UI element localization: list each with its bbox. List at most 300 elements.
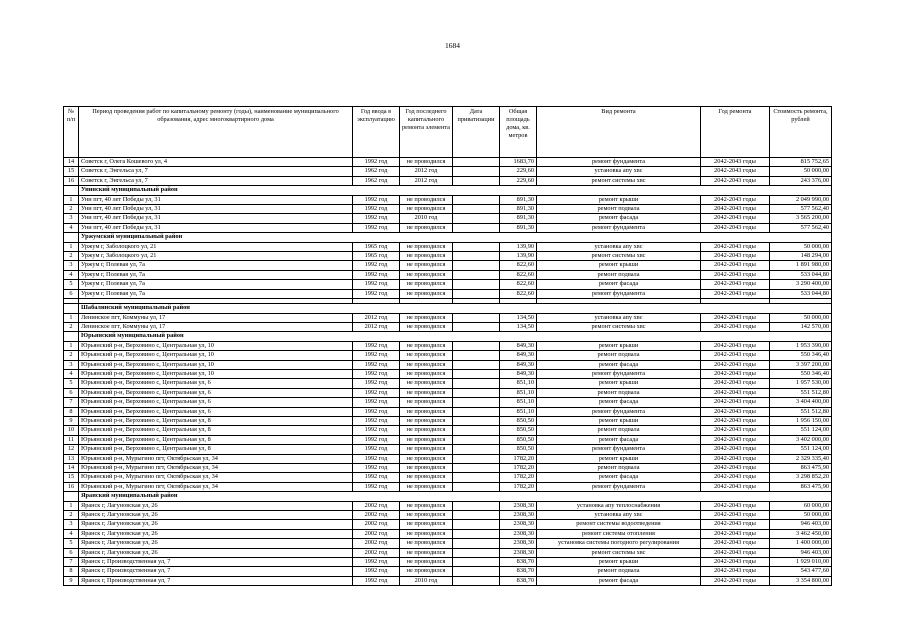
address-cell: Уржум г, Полевая ул, 7а [79, 270, 353, 279]
repair-cost-cell: 550 346,40 [770, 351, 832, 360]
total-area-cell: 2308,30 [500, 520, 537, 529]
district-header-row [64, 332, 832, 341]
repair-cost-cell: 815 752,65 [770, 158, 832, 167]
repair-year-cell: 2042-2043 годы [701, 548, 770, 557]
row-number-cell: 3 [64, 520, 79, 529]
privatization-date-cell [453, 360, 500, 369]
repair-year-cell: 2042-2043 годы [701, 158, 770, 167]
commissioning-year-cell: 2002 год [353, 520, 400, 529]
last-repair-year-cell: не проводился [400, 388, 453, 397]
repair-year-cell: 2042-2043 годы [701, 473, 770, 482]
privatization-date-cell [453, 261, 500, 270]
row-number-cell: 3 [64, 261, 79, 270]
row-number-cell: 10 [64, 426, 79, 435]
repair-type-cell: ремонт крыши [537, 416, 701, 425]
last-repair-year-cell: не проводился [400, 261, 453, 270]
address-cell: Юрьянский р-н, Верховино с, Центральная ул, 10 [79, 360, 353, 369]
header-privatization-date: Дата приватизации [453, 107, 500, 158]
repair-year-cell: 2042-2043 годы [701, 322, 770, 331]
table-row [64, 341, 832, 350]
table-row [64, 539, 832, 548]
repair-type-cell: ремонт системы водоотведения [537, 520, 701, 529]
commissioning-year-cell: 1992 год [353, 416, 400, 425]
repair-type-cell: ремонт крыши [537, 558, 701, 567]
privatization-date-cell [453, 407, 500, 416]
row-number-cell: 8 [64, 407, 79, 416]
address-cell: Советск г, Олега Кошевого ул, 4 [79, 158, 353, 167]
table-row [64, 388, 832, 397]
repair-cost-cell: 1 891 980,00 [770, 261, 832, 270]
total-area-cell: 849,30 [500, 341, 537, 350]
total-area-cell: 891,30 [500, 223, 537, 232]
table-row [64, 280, 832, 289]
table-row [64, 529, 832, 538]
table-row [64, 464, 832, 473]
table-row [64, 205, 832, 214]
repair-cost-cell: 863 475,90 [770, 464, 832, 473]
total-area-cell: 838,70 [500, 558, 537, 567]
header-commissioning-year: Год ввода в эксплуатацию [353, 107, 400, 158]
total-area-cell: 2308,30 [500, 539, 537, 548]
total-area-cell: 851,10 [500, 379, 537, 388]
row-number-cell: 9 [64, 416, 79, 425]
address-cell: Уржум г, Заболоцкого ул, 21 [79, 242, 353, 251]
row-number-cell: 2 [64, 511, 79, 520]
table-row [64, 351, 832, 360]
total-area-cell: 1782,20 [500, 464, 537, 473]
repair-type-cell: ремонт фасада [537, 280, 701, 289]
repair-cost-cell: 551 124,00 [770, 426, 832, 435]
row-number-cell [64, 186, 79, 195]
row-number-cell: 5 [64, 379, 79, 388]
row-number-cell: 1 [64, 501, 79, 510]
last-repair-year-cell: не проводился [400, 520, 453, 529]
repair-year-cell: 2042-2043 годы [701, 195, 770, 204]
table-row [64, 214, 832, 223]
repair-year-cell: 2042-2043 годы [701, 511, 770, 520]
privatization-date-cell [453, 567, 500, 576]
total-area-cell: 849,30 [500, 369, 537, 378]
total-area-cell: 822,60 [500, 280, 537, 289]
row-number-cell: 14 [64, 158, 79, 167]
table-row [64, 558, 832, 567]
repair-cost-cell: 2 049 990,00 [770, 195, 832, 204]
table-body [64, 158, 832, 586]
repair-type-cell: установка апу хвс [537, 242, 701, 251]
row-number-cell: 2 [64, 205, 79, 214]
repair-type-cell: ремонт крыши [537, 379, 701, 388]
commissioning-year-cell: 1992 год [353, 426, 400, 435]
table-row [64, 176, 832, 185]
commissioning-year-cell: 1992 год [353, 558, 400, 567]
district-title: Шабалинский муниципальный район [79, 304, 832, 313]
privatization-date-cell [453, 445, 500, 454]
repair-cost-cell: 50 000,00 [770, 167, 832, 176]
table-row [64, 360, 832, 369]
table-row [64, 445, 832, 454]
privatization-date-cell [453, 214, 500, 223]
commissioning-year-cell: 1992 год [353, 445, 400, 454]
table-row [64, 261, 832, 270]
total-area-cell: 229,60 [500, 167, 537, 176]
row-number-cell: 14 [64, 464, 79, 473]
commissioning-year-cell: 1992 год [353, 407, 400, 416]
privatization-date-cell [453, 464, 500, 473]
total-area-cell: 850,50 [500, 435, 537, 444]
total-area-cell: 850,50 [500, 426, 537, 435]
total-area-cell: 838,70 [500, 567, 537, 576]
last-repair-year-cell: не проводился [400, 289, 453, 298]
table-row [64, 369, 832, 378]
repair-type-cell: ремонт подвала [537, 567, 701, 576]
address-cell: Юрьянский р-н, Верховино с, Центральная ул, 6 [79, 407, 353, 416]
address-cell: Советск г, Энгельса ул, 7 [79, 167, 353, 176]
repair-year-cell: 2042-2043 годы [701, 270, 770, 279]
repair-year-cell: 2042-2043 годы [701, 167, 770, 176]
last-repair-year-cell: не проводился [400, 205, 453, 214]
row-number-cell: 15 [64, 473, 79, 482]
repair-year-cell: 2042-2043 годы [701, 454, 770, 463]
privatization-date-cell [453, 482, 500, 491]
table-row [64, 195, 832, 204]
last-repair-year-cell: не проводился [400, 270, 453, 279]
privatization-date-cell [453, 223, 500, 232]
address-cell: Юрьянский р-н, Верховино с, Центральная ул, 8 [79, 445, 353, 454]
repair-year-cell: 2042-2043 годы [701, 416, 770, 425]
row-number-cell: 1 [64, 313, 79, 322]
district-title: Яранский муниципальный район [79, 492, 832, 501]
privatization-date-cell [453, 548, 500, 557]
district-title: Уржумский муниципальный район [79, 233, 832, 242]
last-repair-year-cell: не проводился [400, 351, 453, 360]
row-number-cell: 5 [64, 539, 79, 548]
row-number-cell: 4 [64, 270, 79, 279]
row-number-cell: 3 [64, 214, 79, 223]
last-repair-year-cell: не проводился [400, 464, 453, 473]
total-area-cell: 850,50 [500, 445, 537, 454]
repair-cost-cell: 2 329 335,40 [770, 454, 832, 463]
total-area-cell: 851,10 [500, 388, 537, 397]
row-number-cell: 4 [64, 529, 79, 538]
last-repair-year-cell: не проводился [400, 280, 453, 289]
last-repair-year-cell: не проводился [400, 529, 453, 538]
repair-year-cell: 2042-2043 годы [701, 539, 770, 548]
address-cell: Юрьянский р-н, Мурыгино пгт, Октябрьская ул, 34 [79, 473, 353, 482]
repair-cost-cell: 60 000,00 [770, 501, 832, 510]
header-repair-type: Вид ремонта [537, 107, 701, 158]
repair-year-cell: 2042-2043 годы [701, 289, 770, 298]
repair-type-cell: ремонт системы хвс [537, 252, 701, 261]
commissioning-year-cell: 1992 год [353, 435, 400, 444]
last-repair-year-cell: не проводился [400, 379, 453, 388]
privatization-date-cell [453, 379, 500, 388]
commissioning-year-cell: 1992 год [353, 388, 400, 397]
repair-cost-cell: 50 000,00 [770, 242, 832, 251]
repair-cost-cell: 946 403,00 [770, 520, 832, 529]
repair-year-cell: 2042-2043 годы [701, 576, 770, 585]
last-repair-year-cell: не проводился [400, 501, 453, 510]
repair-year-cell: 2042-2043 годы [701, 501, 770, 510]
repair-year-cell: 2042-2043 годы [701, 426, 770, 435]
total-area-cell: 139,90 [500, 242, 537, 251]
commissioning-year-cell: 2002 год [353, 548, 400, 557]
repair-cost-cell: 148 294,00 [770, 252, 832, 261]
privatization-date-cell [453, 341, 500, 350]
repair-type-cell: ремонт системы хвс [537, 176, 701, 185]
table-row [64, 548, 832, 557]
repair-type-cell: установка апу хвс [537, 313, 701, 322]
repair-type-cell: ремонт системы отопления [537, 529, 701, 538]
repair-cost-cell: 551 512,80 [770, 407, 832, 416]
total-area-cell: 139,90 [500, 252, 537, 261]
table-row [64, 407, 832, 416]
row-number-cell: 7 [64, 558, 79, 567]
table-row [64, 252, 832, 261]
address-cell: Юрьянский р-н, Верховино с, Центральная ул, 10 [79, 369, 353, 378]
privatization-date-cell [453, 529, 500, 538]
address-cell: Уржум г, Заболоцкого ул, 21 [79, 252, 353, 261]
row-number-cell: 1 [64, 341, 79, 350]
row-number-cell: 15 [64, 167, 79, 176]
commissioning-year-cell: 1962 год [353, 176, 400, 185]
repair-year-cell: 2042-2043 годы [701, 280, 770, 289]
repair-type-cell: ремонт подвала [537, 205, 701, 214]
repair-year-cell: 2042-2043 годы [701, 529, 770, 538]
repair-year-cell: 2042-2043 годы [701, 388, 770, 397]
address-cell: Советск г, Энгельса ул, 7 [79, 176, 353, 185]
privatization-date-cell [453, 558, 500, 567]
repair-year-cell: 2042-2043 годы [701, 445, 770, 454]
privatization-date-cell [453, 576, 500, 585]
repair-cost-cell: 577 562,40 [770, 223, 832, 232]
commissioning-year-cell: 2012 год [353, 322, 400, 331]
repair-year-cell: 2042-2043 годы [701, 242, 770, 251]
repair-cost-cell: 543 477,60 [770, 567, 832, 576]
last-repair-year-cell: 2012 год [400, 176, 453, 185]
repair-type-cell: установка апу теплоснабжения [537, 501, 701, 510]
address-cell: Уржум г, Полевая ул, 7а [79, 261, 353, 270]
district-header-row [64, 492, 832, 501]
header-repair-cost: Стоимость ремонта, рублей [770, 107, 832, 158]
privatization-date-cell [453, 520, 500, 529]
commissioning-year-cell: 1992 год [353, 205, 400, 214]
row-number-cell: 4 [64, 369, 79, 378]
privatization-date-cell [453, 511, 500, 520]
table-row [64, 322, 832, 331]
repair-year-cell: 2042-2043 годы [701, 369, 770, 378]
privatization-date-cell [453, 435, 500, 444]
address-cell: Яранск г, Лагуновская ул, 26 [79, 529, 353, 538]
table-row [64, 379, 832, 388]
address-cell: Яранск г, Производственная ул, 7 [79, 558, 353, 567]
privatization-date-cell [453, 322, 500, 331]
address-cell: Яранск г, Лагуновская ул, 26 [79, 511, 353, 520]
repair-type-cell: ремонт фасада [537, 473, 701, 482]
last-repair-year-cell: не проводился [400, 454, 453, 463]
repair-type-cell: ремонт подвала [537, 351, 701, 360]
commissioning-year-cell: 1992 год [353, 360, 400, 369]
repair-year-cell: 2042-2043 годы [701, 341, 770, 350]
repair-cost-cell: 3 354 800,00 [770, 576, 832, 585]
address-cell: Яранск г, Производственная ул, 7 [79, 576, 353, 585]
district-header-row [64, 186, 832, 195]
last-repair-year-cell: не проводился [400, 313, 453, 322]
repair-type-cell: ремонт крыши [537, 261, 701, 270]
privatization-date-cell [453, 426, 500, 435]
commissioning-year-cell: 1992 год [353, 473, 400, 482]
privatization-date-cell [453, 369, 500, 378]
address-cell: Яранск г, Лагуновская ул, 26 [79, 520, 353, 529]
last-repair-year-cell: 2012 год [400, 167, 453, 176]
address-cell: Юрьянский р-н, Мурыгино пгт, Октябрьская ул, 34 [79, 454, 353, 463]
privatization-date-cell [453, 313, 500, 322]
address-cell: Яранск г, Лагуновская ул, 26 [79, 539, 353, 548]
commissioning-year-cell: 1992 год [353, 280, 400, 289]
row-number-cell: 11 [64, 435, 79, 444]
total-area-cell: 850,50 [500, 416, 537, 425]
repair-cost-cell: 50 000,00 [770, 511, 832, 520]
commissioning-year-cell: 2002 год [353, 501, 400, 510]
commissioning-year-cell: 2002 год [353, 511, 400, 520]
repair-cost-cell: 1 957 530,00 [770, 379, 832, 388]
last-repair-year-cell: не проводился [400, 223, 453, 232]
repair-type-cell: ремонт подвала [537, 270, 701, 279]
district-title: Юрьянский муниципальный район [79, 332, 832, 341]
privatization-date-cell [453, 205, 500, 214]
commissioning-year-cell: 1992 год [353, 158, 400, 167]
repair-year-cell: 2042-2043 годы [701, 520, 770, 529]
last-repair-year-cell: не проводился [400, 407, 453, 416]
table-row [64, 158, 832, 167]
repair-cost-cell: 142 570,00 [770, 322, 832, 331]
repair-type-cell: ремонт крыши [537, 341, 701, 350]
repair-cost-cell: 577 562,40 [770, 205, 832, 214]
repair-cost-cell: 243 376,00 [770, 176, 832, 185]
row-number-cell: 6 [64, 289, 79, 298]
repair-type-cell: ремонт крыши [537, 454, 701, 463]
repair-cost-cell: 551 512,80 [770, 388, 832, 397]
repair-type-cell: ремонт фундамента [537, 289, 701, 298]
address-cell: Юрьянский р-н, Верховино с, Центральная ул, 8 [79, 435, 353, 444]
commissioning-year-cell: 1962 год [353, 167, 400, 176]
total-area-cell: 891,30 [500, 195, 537, 204]
privatization-date-cell [453, 195, 500, 204]
repair-type-cell: установка системы погодного регулирования [537, 539, 701, 548]
repair-year-cell: 2042-2043 годы [701, 252, 770, 261]
repair-year-cell: 2042-2043 годы [701, 223, 770, 232]
repair-cost-cell: 3 404 400,00 [770, 398, 832, 407]
address-cell: Яранск г, Лагуновская ул, 26 [79, 501, 353, 510]
table-row [64, 270, 832, 279]
last-repair-year-cell: не проводился [400, 445, 453, 454]
privatization-date-cell [453, 416, 500, 425]
privatization-date-cell [453, 252, 500, 261]
repair-type-cell: установка апу хвс [537, 511, 701, 520]
repair-type-cell: ремонт фундамента [537, 407, 701, 416]
repair-cost-cell: 50 000,00 [770, 313, 832, 322]
address-cell: Уни пгт, 40 лет Победы ул, 31 [79, 205, 353, 214]
row-number-cell: 16 [64, 482, 79, 491]
last-repair-year-cell: не проводился [400, 158, 453, 167]
repair-cost-cell: 551 124,00 [770, 445, 832, 454]
row-number-cell: 12 [64, 445, 79, 454]
privatization-date-cell [453, 280, 500, 289]
commissioning-year-cell: 1992 год [353, 195, 400, 204]
address-cell: Яранск г, Лагуновская ул, 26 [79, 548, 353, 557]
district-title: Унинский муниципальный район [79, 186, 832, 195]
last-repair-year-cell: не проводился [400, 360, 453, 369]
repair-cost-cell: 3 462 450,00 [770, 529, 832, 538]
commissioning-year-cell: 2002 год [353, 529, 400, 538]
repair-cost-cell: 1 953 390,00 [770, 341, 832, 350]
row-number-cell: 4 [64, 223, 79, 232]
total-area-cell: 851,10 [500, 407, 537, 416]
last-repair-year-cell: не проводился [400, 398, 453, 407]
row-number-cell [64, 492, 79, 501]
row-number-cell: 6 [64, 548, 79, 557]
row-number-cell [64, 332, 79, 341]
row-number-cell: 5 [64, 280, 79, 289]
repair-cost-cell: 1 929 010,00 [770, 558, 832, 567]
district-header-row [64, 304, 832, 313]
total-area-cell: 1782,20 [500, 473, 537, 482]
repair-cost-cell: 3 397 200,00 [770, 360, 832, 369]
commissioning-year-cell: 1992 год [353, 369, 400, 378]
repair-cost-cell: 3 402 000,00 [770, 435, 832, 444]
repair-cost-cell: 3 298 852,20 [770, 473, 832, 482]
repair-year-cell: 2042-2043 годы [701, 558, 770, 567]
total-area-cell: 134,50 [500, 313, 537, 322]
row-number-cell: 2 [64, 322, 79, 331]
repair-cost-cell: 1 956 150,00 [770, 416, 832, 425]
address-cell: Юрьянский р-н, Верховино с, Центральная ул, 8 [79, 426, 353, 435]
address-cell: Юрьянский р-н, Верховино с, Центральная ул, 10 [79, 351, 353, 360]
repair-type-cell: ремонт подвала [537, 426, 701, 435]
repair-type-cell: ремонт фундамента [537, 158, 701, 167]
total-area-cell: 2308,30 [500, 529, 537, 538]
total-area-cell: 849,30 [500, 351, 537, 360]
repair-cost-cell: 1 400 000,00 [770, 539, 832, 548]
total-area-cell: 2308,30 [500, 511, 537, 520]
last-repair-year-cell: не проводился [400, 416, 453, 425]
total-area-cell: 2308,30 [500, 501, 537, 510]
address-cell: Уни пгт, 40 лет Победы ул, 31 [79, 214, 353, 223]
commissioning-year-cell: 1992 год [353, 398, 400, 407]
repair-year-cell: 2042-2043 годы [701, 214, 770, 223]
repair-type-cell: ремонт фасада [537, 360, 701, 369]
repair-type-cell: ремонт фундамента [537, 369, 701, 378]
commissioning-year-cell: 1992 год [353, 464, 400, 473]
privatization-date-cell [453, 242, 500, 251]
table-row [64, 576, 832, 585]
address-cell: Уни пгт, 40 лет Победы ул, 31 [79, 223, 353, 232]
table-row [64, 242, 832, 251]
address-cell: Юрьянский р-н, Мурыгино пгт, Октябрьская ул, 34 [79, 464, 353, 473]
repair-cost-cell: 3 290 400,00 [770, 280, 832, 289]
total-area-cell: 822,60 [500, 261, 537, 270]
table-row [64, 167, 832, 176]
page-number: 1684 [445, 41, 460, 50]
row-number-cell: 7 [64, 398, 79, 407]
privatization-date-cell [453, 388, 500, 397]
repair-type-cell: ремонт системы хвс [537, 322, 701, 331]
total-area-cell: 838,70 [500, 576, 537, 585]
repair-year-cell: 2042-2043 годы [701, 567, 770, 576]
table-row [64, 501, 832, 510]
address-cell: Ленинское пгт, Коммуны ул, 17 [79, 322, 353, 331]
total-area-cell: 822,60 [500, 270, 537, 279]
table-row [64, 289, 832, 298]
